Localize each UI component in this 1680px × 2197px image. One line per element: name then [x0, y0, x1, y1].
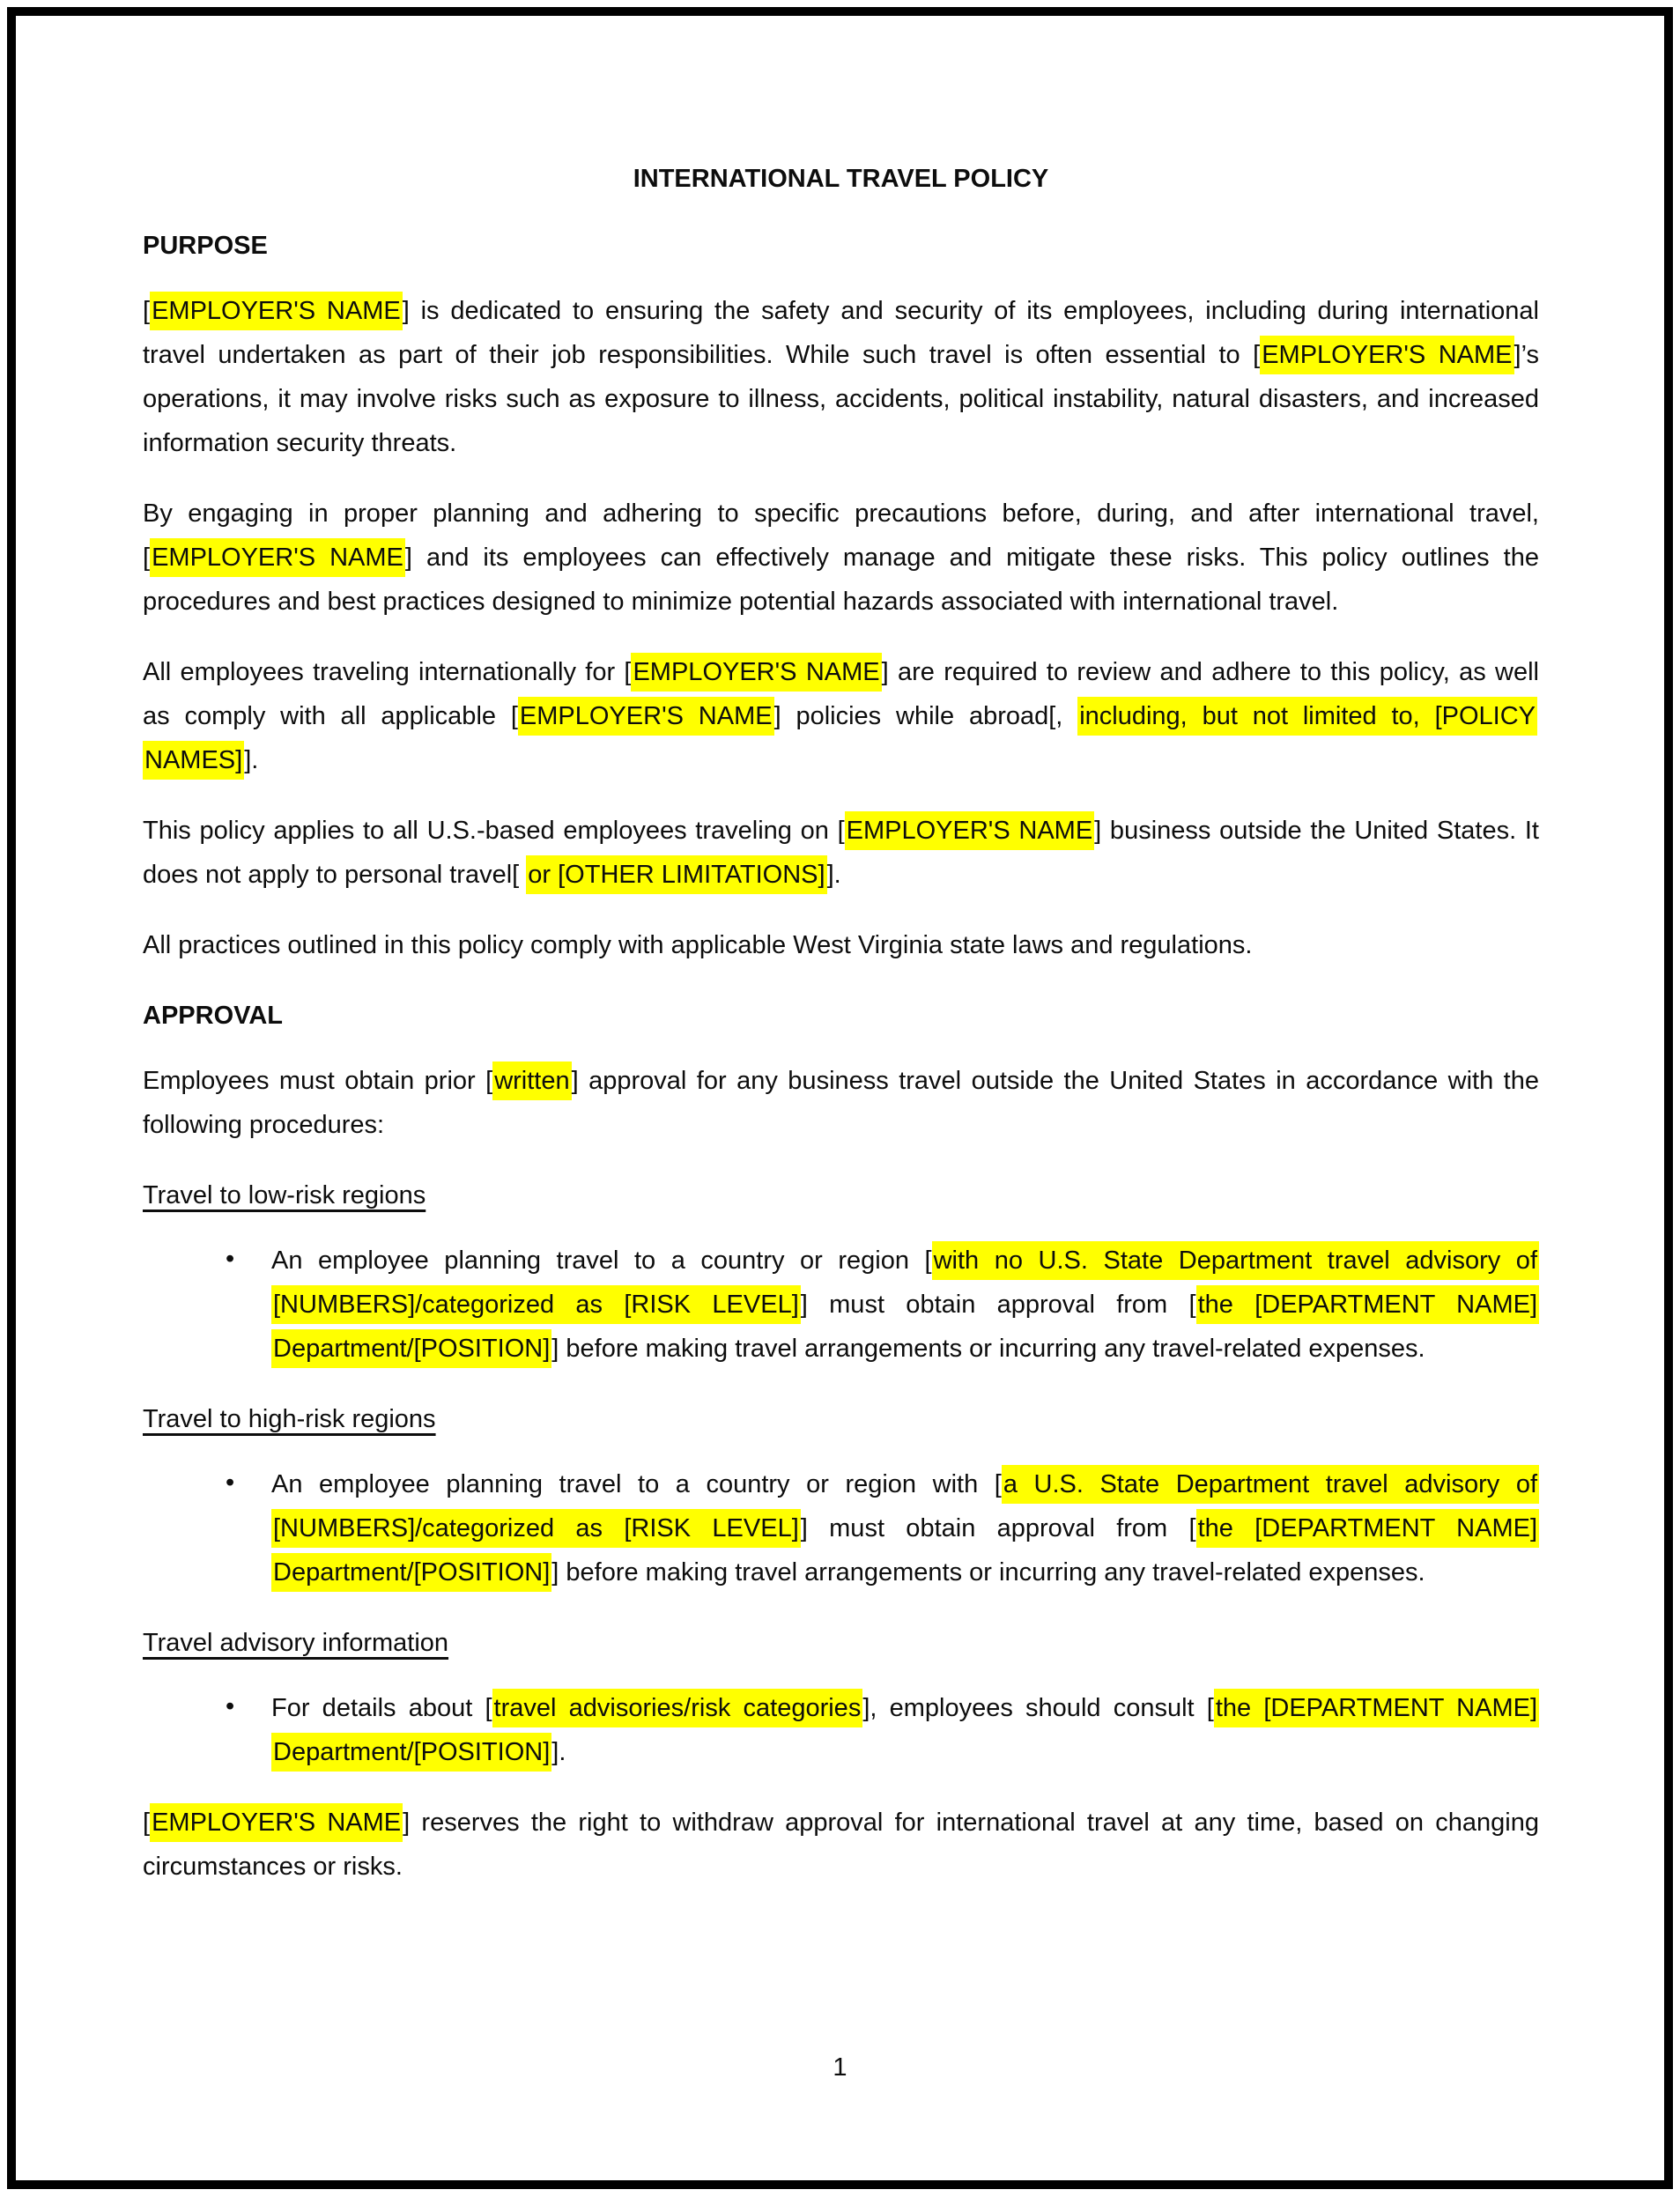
text-run: ]. — [826, 861, 841, 889]
highlighted-placeholder: or [OTHER LIMITATIONS] — [526, 855, 826, 894]
text-run: This policy applies to all U.S.-based employees traveling on [ — [143, 817, 845, 845]
highlighted-placeholder: the [DEPARTMENT NAME] Department/[POSITION] — [271, 1285, 1539, 1368]
document-content — [143, 157, 1539, 1915]
text-run: All employees traveling internationally for [ — [143, 658, 632, 686]
highlighted-placeholder: EMPLOYER'S NAME — [518, 697, 774, 736]
text-run: ] business outside the United States. It does not apply to personal travel[ — [143, 817, 1539, 889]
highlighted-placeholder: EMPLOYER'S NAME — [845, 811, 1095, 850]
text-run: Employees must obtain prior [ — [143, 1067, 493, 1095]
highlighted-placeholder: EMPLOYER'S NAME — [150, 1803, 403, 1842]
text-run: ] is dedicated to ensuring the safety and security of its employees, including during international travel undertaken as part of their job responsibilities. While such travel is often essential to [ — [143, 297, 1539, 369]
paragraph-purpose-4 — [143, 809, 1539, 897]
text-run: All practices outlined in this policy comply with applicable West Virginia state laws and regulations. — [143, 931, 1253, 959]
highlighted-placeholder: EMPLOYER'S NAME — [150, 292, 403, 330]
highlighted-placeholder: travel advisories/risk categories — [492, 1689, 863, 1727]
text-run: ] before making travel arrangements or incurring any travel-related expenses. — [551, 1558, 1425, 1587]
subsection-heading-low-risk — [143, 1173, 1539, 1217]
text-run: Travel to high-risk regions — [143, 1405, 436, 1433]
paragraph-approval-intro — [143, 1059, 1539, 1147]
text-run: ] approval for any business travel outside the United States in accordance with the following procedures: — [143, 1067, 1539, 1139]
bullet-icon: • — [226, 1692, 235, 1720]
text-run: Travel advisory information — [143, 1629, 449, 1657]
text-run: ] must obtain approval from [ — [800, 1514, 1196, 1542]
highlighted-placeholder: including, but not limited to, [POLICY NAMES] — [143, 697, 1537, 780]
text-run: ]. — [551, 1738, 566, 1766]
text-run: ] policies while abroad[, — [773, 702, 1078, 730]
text-run: APPROVAL — [143, 1002, 283, 1030]
text-run: ] reserves the right to withdraw approval for international travel at any time, based on changing circumstances or risks. — [143, 1809, 1539, 1881]
highlighted-placeholder: the [DEPARTMENT NAME] Department/[POSITION] — [271, 1689, 1539, 1772]
subsection-heading-advisory-info — [143, 1621, 1539, 1665]
bullet-icon: • — [226, 1245, 235, 1273]
highlighted-placeholder: EMPLOYER'S NAME — [150, 538, 405, 577]
paragraph-purpose-5 — [143, 923, 1539, 967]
paragraph-purpose-1 — [143, 289, 1539, 465]
highlighted-placeholder: EMPLOYER'S NAME — [631, 653, 881, 692]
text-run: Travel to low-risk regions — [143, 1181, 426, 1209]
text-run: [ — [143, 297, 151, 325]
paragraph-purpose-3 — [143, 650, 1539, 782]
text-run: An employee planning travel to a country or region [ — [271, 1246, 932, 1275]
section-heading-approval — [143, 994, 1539, 1038]
text-run: ] are required to review and adhere to this policy, as well as comply with all applicable [ — [143, 658, 1539, 730]
highlighted-placeholder: with no U.S. State Department travel advisory of [NUMBERS]/categorized as [RISK LEVEL] — [271, 1241, 1539, 1324]
highlighted-placeholder: written — [492, 1062, 571, 1100]
page-number: 1 — [833, 2053, 847, 2082]
text-run: ]’s operations, it may involve risks such as exposure to illness, accidents, political instability, natural disasters, and increased information security threats. — [143, 341, 1539, 457]
text-run: [ — [143, 1809, 151, 1837]
text-run: For details about [ — [271, 1694, 492, 1722]
text-run: ]. — [244, 746, 259, 774]
text-run: ] and its employees can effectively manage and mitigate these risks. This policy outlines the procedures and best practices designed to minimize potential hazards associated with international travel. — [143, 544, 1539, 616]
text-run: ] must obtain approval from [ — [800, 1291, 1196, 1319]
paragraph-withdraw-approval — [143, 1801, 1539, 1889]
bullet-high-risk — [143, 1462, 1539, 1594]
text-run: ], employees should consult [ — [862, 1694, 1214, 1722]
bullet-low-risk — [143, 1239, 1539, 1371]
text-run: PURPOSE — [143, 232, 268, 260]
paragraph-purpose-2 — [143, 492, 1539, 624]
highlighted-placeholder: EMPLOYER'S NAME — [1260, 336, 1513, 374]
document-body — [143, 224, 1539, 1889]
highlighted-placeholder: the [DEPARTMENT NAME] Department/[POSITION] — [271, 1509, 1539, 1592]
text-run: ] before making travel arrangements or incurring any travel-related expenses. — [551, 1335, 1425, 1363]
text-run: By engaging in proper planning and adhering to specific precautions before, during, and after international travel, [ — [143, 499, 1539, 572]
document-title: INTERNATIONAL TRAVEL POLICY — [633, 165, 1049, 193]
section-heading-purpose — [143, 224, 1539, 268]
highlighted-placeholder: a U.S. State Department travel advisory of [NUMBERS]/categorized as [RISK LEVEL] — [271, 1465, 1539, 1548]
text-run: An employee planning travel to a country or region with [ — [271, 1470, 1002, 1498]
bullet-icon: • — [226, 1468, 235, 1497]
bullet-advisory-info — [143, 1686, 1539, 1774]
subsection-heading-high-risk — [143, 1397, 1539, 1441]
